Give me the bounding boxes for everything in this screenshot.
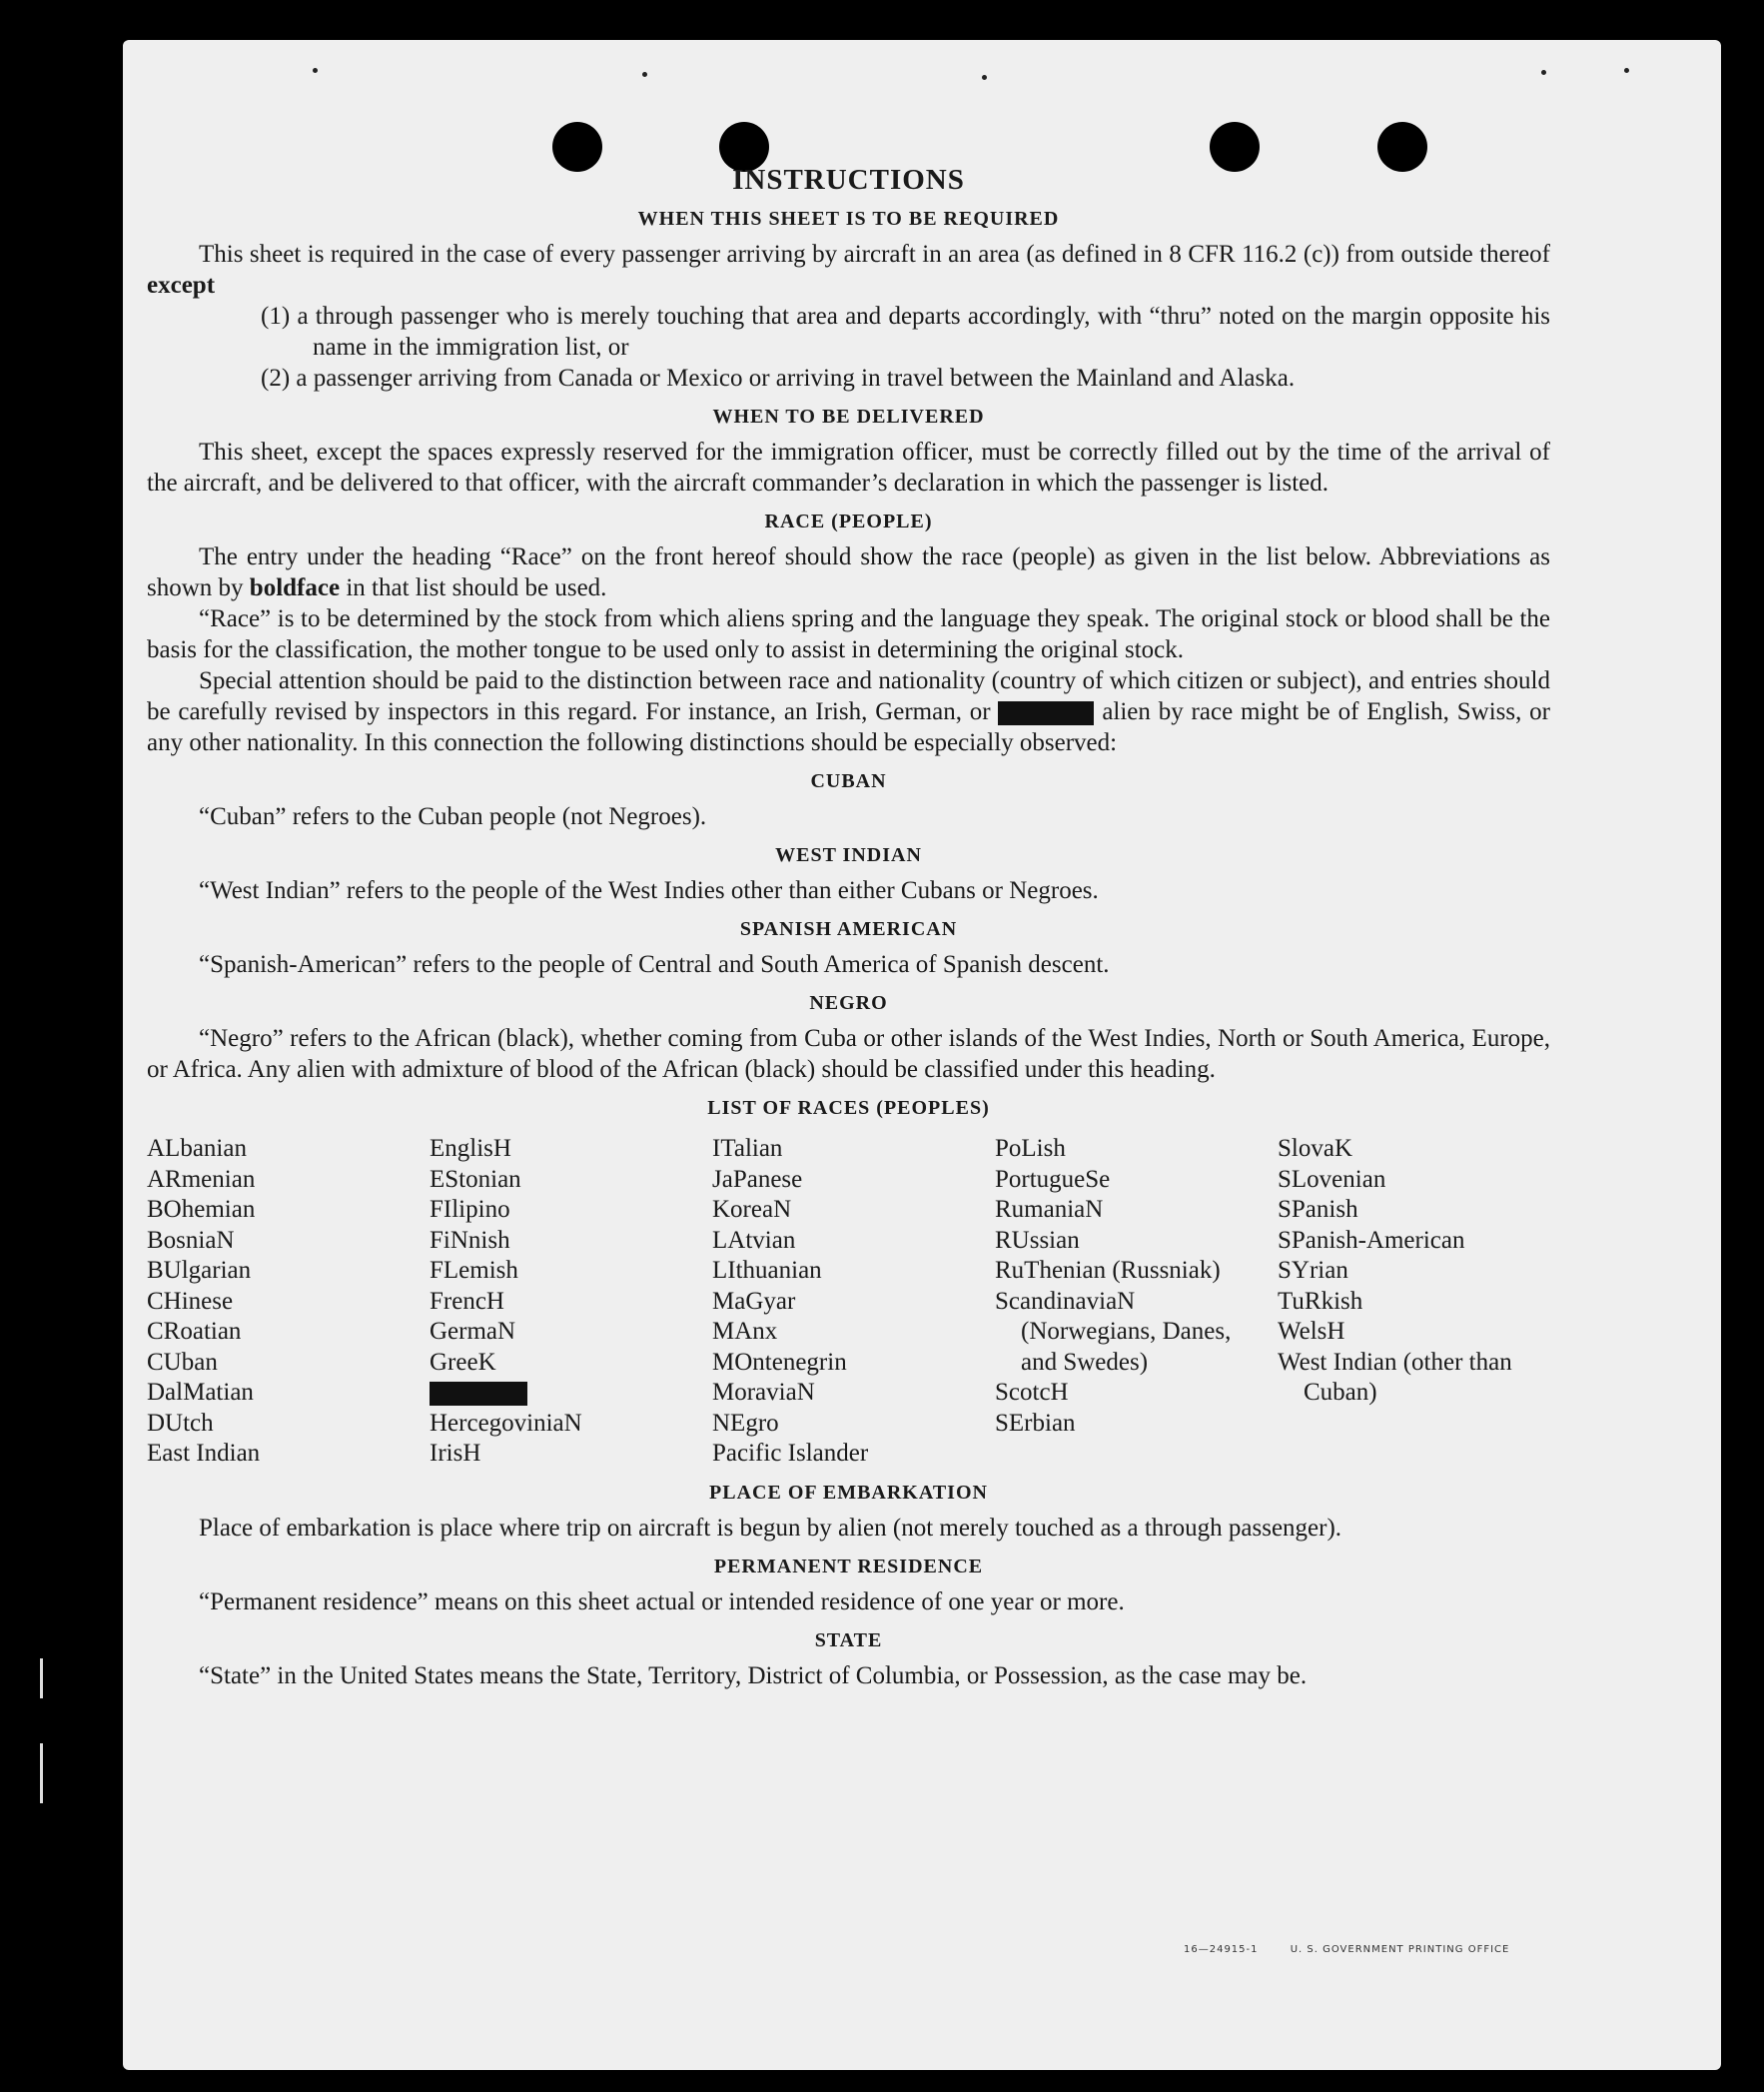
race-item: BosniaN [147, 1226, 235, 1254]
race-item: ScotcH [995, 1379, 1069, 1406]
race-item: MoraviaN [712, 1379, 815, 1406]
race-item: LAtvian [712, 1226, 796, 1254]
race-item: FIlipino [430, 1196, 510, 1223]
race-item: MAnx [712, 1318, 778, 1345]
race-item: NEgro [712, 1409, 779, 1437]
race-paragraph-1: The entry under the heading “Race” on the front hereof should show the race (people) as given in the list below. Abbreviations as shown by boldface in that list should be used. [147, 543, 1550, 601]
race-item: BOhemian [147, 1196, 256, 1223]
race-item: ARmenian [147, 1165, 256, 1193]
section-heading-delivered: WHEN TO BE DELIVERED [712, 406, 985, 428]
race-item: MOntenegrin [712, 1348, 847, 1376]
section-heading-residence: PERMANENT RESIDENCE [713, 1555, 984, 1577]
form-footer [1184, 1944, 1537, 1955]
redaction-mark [998, 701, 1094, 725]
scan-mark [40, 1658, 43, 1698]
speck [1541, 70, 1546, 75]
race-item: TuRkish [1278, 1287, 1363, 1315]
race-column-4 [995, 1134, 1268, 1470]
race-item: ScandinaviaN (Norwegians, Danes, and Swedes) [995, 1287, 1232, 1376]
race-item: HercegoviniaN [430, 1409, 582, 1437]
race-item: ALbanian [147, 1135, 247, 1162]
race-item: IrisH [430, 1440, 481, 1467]
section-heading-state: STATE [814, 1628, 883, 1651]
redaction-mark [430, 1382, 527, 1406]
race-item: East Indian [147, 1440, 261, 1467]
section-heading-west-indian: WEST INDIAN [775, 844, 922, 866]
race-item: CHinese [147, 1287, 234, 1315]
race-item: FiNnish [430, 1226, 510, 1254]
race-item: GreeK [430, 1348, 496, 1376]
section-heading-list: LIST OF RACES (PEOPLES) [707, 1097, 990, 1119]
race-column-2 [430, 1134, 702, 1470]
required-intro: This sheet is required in the case of every passenger arriving by aircraft in an area (as defined in 8 CFR 116.2 (c)) from outside thereof except [147, 241, 1550, 299]
race-item: RUssian [995, 1226, 1080, 1254]
race-item: Pacific Islander [712, 1440, 869, 1467]
race-item: EStonian [430, 1165, 521, 1193]
section-heading-required: WHEN THIS SHEET IS TO BE REQUIRED [637, 208, 1060, 230]
scan-mark [40, 1743, 43, 1803]
section-heading-cuban: CUBAN [810, 770, 887, 792]
delivered-text: This sheet, except the spaces expressly reserved for the immigration officer, must be correctly filled out by the time of the arrival of the aircraft, and be delivered to that officer, with the aircraft commander’s declaration in which the passenger is listed. [147, 439, 1550, 497]
required-item-1: (1) a through passenger who is merely touching that area and departs accordingly, with “thru” noted on the margin opposite his name in the immigration list, or [261, 303, 1550, 361]
speck [642, 72, 647, 77]
race-paragraph-2: “Race” is to be determined by the stock from which aliens spring and the language they speak. The original stock or blood shall be the basis for the classification, the mother tongue to be used only to assist in determining the original stock. [147, 605, 1550, 663]
race-item: SPanish-American [1278, 1226, 1465, 1254]
race-item: WelsH [1278, 1318, 1345, 1345]
race-column-1 [147, 1134, 420, 1470]
race-paragraph-3: Special attention should be paid to the distinction between race and nationality (country of which citizen or subject), and entries should be carefully revised by inspectors in this regard. For instance, an Irish, German, or alien by race might be of English, Swiss, or any other nationality. In this connection the following distinctions should be especially observed: [147, 667, 1551, 756]
cuban-text: “Cuban” refers to the Cuban people (not Negroes). [199, 803, 707, 830]
section-heading-spanish-american: SPANISH AMERICAN [739, 918, 958, 940]
state-text: “State” in the United States means the State, Territory, District of Columbia, or Possession, as the case may be. [199, 1661, 1308, 1689]
form-number: 16—24915-1 [1184, 1944, 1259, 1955]
race-item: BUlgarian [147, 1257, 252, 1284]
race-item: DUtch [147, 1409, 214, 1437]
race-item: ITalian [712, 1135, 783, 1162]
race-item: PortugueSe [995, 1165, 1111, 1193]
race-item: SErbian [995, 1409, 1076, 1437]
embarkation-text: Place of embarkation is place where trip on aircraft is begun by alien (not merely touched as a through passenger). [199, 1514, 1342, 1542]
race-item: KoreaN [712, 1196, 792, 1223]
race-item: RuThenian (Russniak) [995, 1257, 1221, 1284]
page-title: INSTRUCTIONS [732, 164, 965, 196]
race-item: FLemish [430, 1257, 518, 1284]
speck [1624, 68, 1629, 73]
race-item-redacted [430, 1378, 702, 1409]
negro-text: “Negro” refers to the African (black), whether coming from Cuba or other islands of the West Indies, North or South America, Europe, or Africa. Any alien with admixture of blood of the African (black) should be classified under this heading. [147, 1025, 1550, 1083]
required-item-2: (2) a passenger arriving from Canada or Mexico or arriving in travel between the Mainland and Alaska. [261, 365, 1296, 392]
race-item: SPanish [1278, 1196, 1358, 1223]
instructions-body [147, 165, 1550, 1691]
west-indian-text: “West Indian” refers to the people of the West Indies other than either Cubans or Negroes. [199, 877, 1099, 904]
race-item: EnglisH [430, 1135, 511, 1162]
race-column-5 [1278, 1134, 1550, 1470]
residence-text: “Permanent residence” means on this sheet actual or intended residence of one year or more. [199, 1587, 1125, 1615]
race-item: FrencH [430, 1287, 504, 1315]
section-heading-race: RACE (PEOPLE) [764, 511, 933, 532]
race-item: SlovaK [1278, 1135, 1352, 1162]
race-item: CUban [147, 1348, 218, 1376]
race-item: LIthuanian [712, 1257, 822, 1284]
spanish-american-text: “Spanish-American” refers to the people of Central and South America of Spanish descent. [199, 951, 1110, 978]
race-list [147, 1134, 1550, 1470]
race-item: West Indian (other than Cuban) [1278, 1348, 1512, 1406]
race-item: SLovenian [1278, 1165, 1386, 1193]
race-item: RumaniaN [995, 1196, 1104, 1223]
race-item: SYrian [1278, 1257, 1348, 1284]
race-item: DalMatian [147, 1379, 254, 1406]
section-heading-embarkation: PLACE OF EMBARKATION [709, 1481, 988, 1504]
race-column-3 [712, 1134, 985, 1470]
race-item: MaGyar [712, 1287, 796, 1315]
race-item: CRoatian [147, 1318, 242, 1345]
speck [982, 75, 987, 80]
printer-credit: U. S. GOVERNMENT PRINTING OFFICE [1290, 1944, 1510, 1955]
race-item: GermaN [430, 1318, 516, 1345]
race-item: PoLish [995, 1135, 1066, 1162]
speck [313, 68, 318, 73]
race-item: JaPanese [712, 1165, 803, 1193]
section-heading-negro: NEGRO [809, 992, 888, 1014]
